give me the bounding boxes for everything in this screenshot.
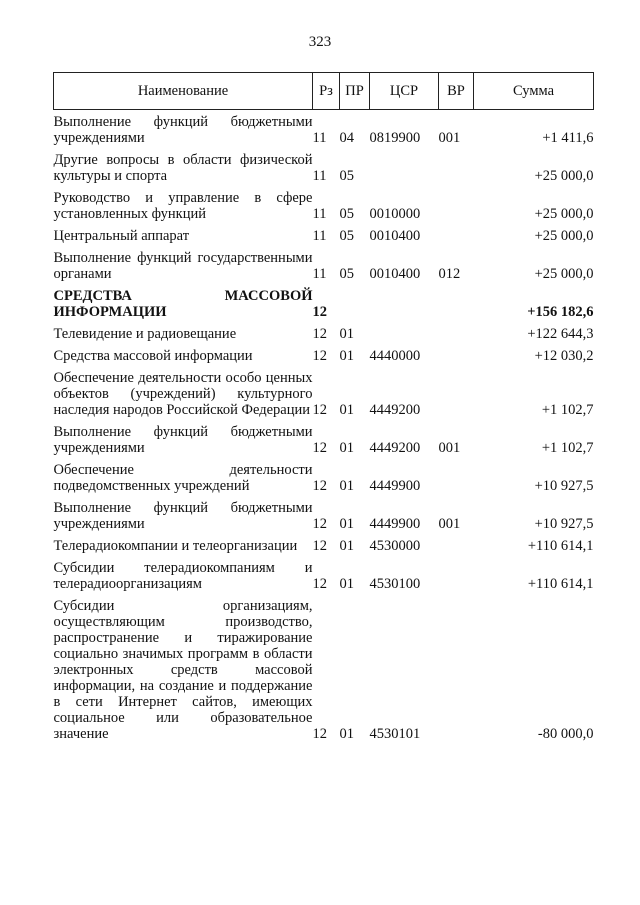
cell-pr: 01	[339, 538, 354, 554]
header-vr: ВР	[439, 73, 474, 110]
cell-pr: 01	[339, 726, 354, 742]
cell-csr	[370, 148, 439, 186]
table-header-row	[54, 73, 594, 110]
cell-vr	[439, 148, 474, 186]
cell-rz: 11	[312, 266, 327, 282]
cell-vr	[439, 534, 474, 556]
cell-rz: 12	[312, 326, 327, 342]
cell-name: Субсидии телерадиокомпаниям и телерадиоорганизациям	[53, 560, 313, 592]
cell-rz: 12	[312, 440, 327, 456]
cell-name: Центральный аппарат	[53, 228, 190, 244]
cell-name: Субсидии организациям, осуществляющим производство, распространение и тиражирование социально значимых программ в области электронных средств массовой информации, на создание и поддержание в сети Интернет сайтов, имеющих социальное или образовательное значение	[53, 598, 313, 742]
table-row	[54, 534, 594, 556]
cell-pr: 01	[339, 576, 354, 592]
cell-sum: +1 102,7	[541, 402, 594, 418]
cell-csr: 0010400	[369, 266, 421, 282]
cell-csr: 0010400	[369, 228, 421, 244]
cell-sum: +1 411,6	[542, 130, 594, 146]
table-row	[54, 246, 594, 284]
header-sum: Сумма	[474, 73, 594, 110]
cell-name: Выполнение функций бюджетными учреждениями	[53, 424, 313, 456]
table-row	[54, 366, 594, 420]
cell-csr: 4449200	[369, 402, 421, 418]
cell-pr: 05	[339, 206, 354, 222]
cell-rz: 11	[312, 130, 327, 146]
cell-vr: 001	[438, 130, 461, 146]
cell-csr: 4440000	[369, 348, 421, 364]
cell-pr: 05	[339, 266, 354, 282]
cell-name: Телевидение и радиовещание	[53, 326, 237, 342]
cell-pr: 04	[339, 130, 354, 146]
cell-sum: +110 614,1	[527, 538, 594, 554]
table-row	[54, 186, 594, 224]
page-number: 323	[308, 34, 332, 50]
table-row	[54, 110, 594, 149]
table-row	[54, 496, 594, 534]
cell-vr	[439, 284, 474, 322]
cell-name: Выполнение функций государственными органами	[53, 250, 313, 282]
table-row	[54, 556, 594, 594]
cell-rz: 12	[312, 304, 327, 320]
table-row	[54, 284, 594, 322]
cell-vr	[439, 186, 474, 224]
cell-rz: 11	[312, 228, 327, 244]
table-row	[54, 344, 594, 366]
table-body	[54, 110, 594, 745]
cell-vr	[439, 594, 474, 744]
cell-rz: 12	[312, 538, 327, 554]
cell-sum: +122 644,3	[527, 326, 594, 342]
cell-sum: +25 000,0	[534, 168, 594, 184]
cell-name: СРЕДСТВА МАССОВОЙ ИНФОРМАЦИИ	[53, 288, 313, 320]
table-row	[54, 420, 594, 458]
header-pr: ПР	[340, 73, 370, 110]
cell-rz: 12	[312, 516, 327, 532]
cell-sum: +10 927,5	[534, 478, 594, 494]
table-row	[54, 322, 594, 344]
cell-pr: 01	[339, 348, 354, 364]
cell-csr: 4449900	[369, 516, 421, 532]
cell-csr: 4530000	[369, 538, 421, 554]
cell-sum: +25 000,0	[534, 206, 594, 222]
header-name: Наименование	[54, 73, 313, 110]
cell-sum: +156 182,6	[527, 304, 594, 320]
cell-vr: 001	[438, 516, 461, 532]
cell-pr	[340, 284, 370, 322]
cell-rz: 12	[312, 576, 327, 592]
cell-sum: +25 000,0	[534, 228, 594, 244]
cell-rz: 12	[312, 726, 327, 742]
cell-vr	[439, 344, 474, 366]
cell-csr: 4449900	[369, 478, 421, 494]
cell-vr: 012	[438, 266, 461, 282]
cell-csr	[370, 322, 439, 344]
cell-vr	[439, 224, 474, 246]
cell-sum: +110 614,1	[527, 576, 594, 592]
cell-vr	[439, 322, 474, 344]
cell-pr: 01	[339, 516, 354, 532]
cell-pr: 05	[339, 228, 354, 244]
cell-name: Выполнение функций бюджетными учреждениями	[53, 500, 313, 532]
cell-name: Выполнение функций бюджетными учреждениями	[53, 114, 313, 146]
cell-csr: 4449200	[369, 440, 421, 456]
cell-csr: 4530101	[369, 726, 421, 742]
cell-pr: 01	[339, 326, 354, 342]
cell-vr	[439, 556, 474, 594]
cell-csr	[370, 284, 439, 322]
cell-rz: 11	[312, 206, 327, 222]
cell-name: Обеспечение деятельности особо ценных объектов (учреждений) культурного наследия народов Российской Федерации	[53, 370, 313, 418]
cell-pr: 01	[339, 440, 354, 456]
table-row	[54, 224, 594, 246]
header-csr: ЦСР	[370, 73, 439, 110]
cell-rz: 12	[312, 348, 327, 364]
cell-vr	[439, 458, 474, 496]
cell-sum: +25 000,0	[534, 266, 594, 282]
cell-rz: 11	[312, 168, 327, 184]
cell-vr: 001	[438, 440, 461, 456]
cell-csr: 4530100	[369, 576, 421, 592]
cell-name: Руководство и управление в сфере установленных функций	[53, 190, 313, 222]
table-row	[54, 594, 594, 744]
cell-vr	[439, 366, 474, 420]
cell-pr: 01	[339, 402, 354, 418]
cell-sum: -80 000,0	[537, 726, 594, 742]
cell-name: Другие вопросы в области физической культуры и спорта	[53, 152, 313, 184]
cell-name: Телерадиокомпании и телеорганизации	[53, 538, 298, 554]
cell-pr: 05	[339, 168, 354, 184]
cell-rz: 12	[312, 402, 327, 418]
cell-pr: 01	[339, 478, 354, 494]
cell-sum: +12 030,2	[534, 348, 594, 364]
cell-name: Обеспечение деятельности подведомственных учреждений	[53, 462, 313, 494]
cell-sum: +1 102,7	[541, 440, 594, 456]
cell-sum: +10 927,5	[534, 516, 594, 532]
budget-table	[53, 72, 594, 744]
table-row	[54, 458, 594, 496]
header-rz: Рз	[313, 73, 340, 110]
cell-csr: 0010000	[369, 206, 421, 222]
cell-csr: 0819900	[369, 130, 421, 146]
cell-rz: 12	[312, 478, 327, 494]
cell-name: Средства массовой информации	[53, 348, 253, 364]
table-row	[54, 148, 594, 186]
